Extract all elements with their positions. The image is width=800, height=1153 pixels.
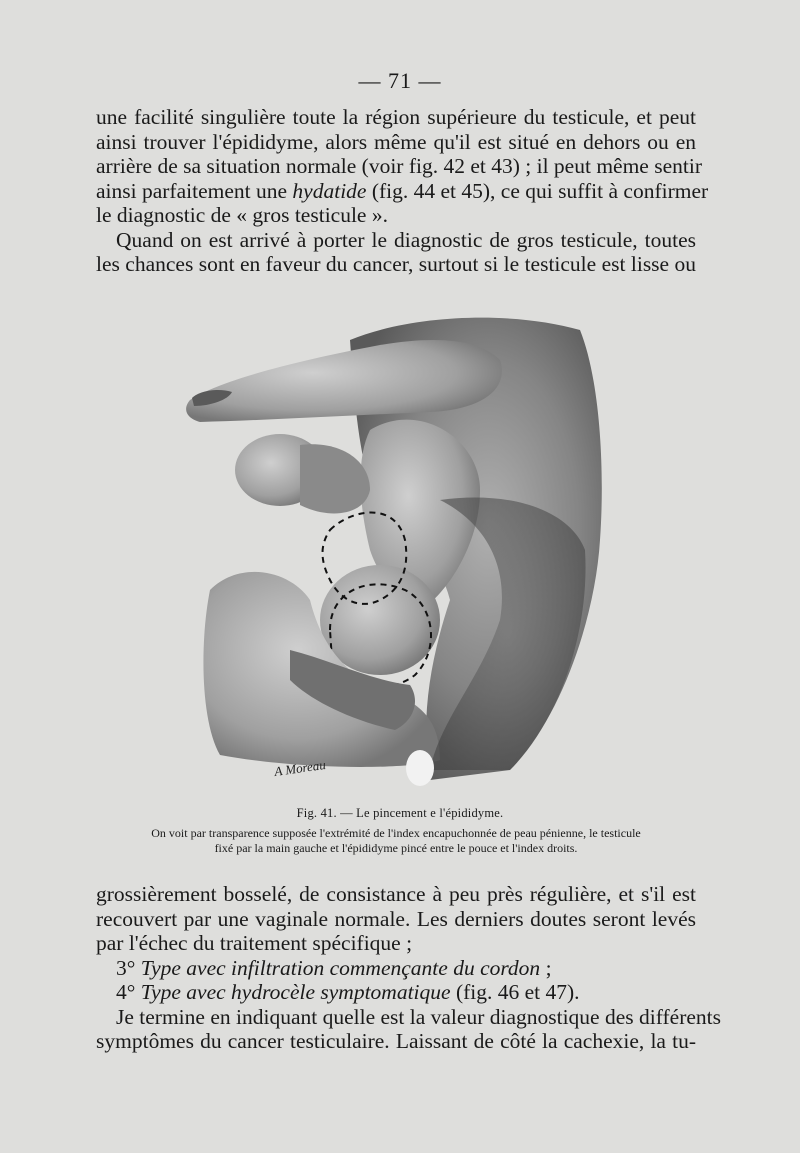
figure-caption-body xyxy=(96,826,696,856)
hand-illustration xyxy=(180,300,610,790)
text-line: ainsi trouver l'épididyme, alors même qu'il est situé en dehors ou en xyxy=(96,129,696,154)
list-suffix: ; xyxy=(540,955,552,980)
text-line: recouvert par une vaginale normale. Les derniers doutes seront levés xyxy=(96,906,696,931)
text-line: grossièrement bosselé, de consistance à peu près régulière, et s'il est xyxy=(96,882,696,906)
page-number: — 71 — xyxy=(358,68,442,93)
figure-caption-title: Fig. 41. — Le pincement e l'épididyme. xyxy=(296,806,504,820)
list-item xyxy=(96,956,696,981)
text-line-with-italic xyxy=(96,178,709,204)
artist-signature: A Moreau xyxy=(273,756,327,779)
top-text xyxy=(96,105,709,277)
text-line: Quand on est arrivé à porter le diagnostic de gros testicule, toutes xyxy=(116,227,696,252)
text-line: le diagnostic de « gros testicule ». xyxy=(96,203,388,227)
list-number: 4° xyxy=(116,980,136,1004)
bottom-text xyxy=(96,882,722,1054)
list-item xyxy=(96,980,696,1005)
text-line: une facilité singulière toute la région supérieure du testicule, et peut xyxy=(96,105,696,129)
italic-term: hydatide xyxy=(292,178,367,203)
caption-line: On voit par transparence supposée l'extrémité de l'index encapuchonnée de peau pénienne, le testicule xyxy=(151,826,641,840)
caption-line: fixé par la main gauche et l'épididyme pincé entre le pouce et l'index droits. xyxy=(214,841,578,855)
list-text: Type avec infiltration commençante du cordon xyxy=(140,955,541,980)
list-text: Type avec hydrocèle symptomatique xyxy=(140,980,451,1004)
text-fragment: ainsi parfaitement une xyxy=(96,178,288,203)
text-fragment: (fig. 44 et 45), ce qui suffit à confirmer xyxy=(371,178,709,203)
list-suffix: (fig. 46 et 47). xyxy=(450,980,580,1004)
text-line: symptômes du cancer testiculaire. Laissant de côté la cachexie, la tu- xyxy=(96,1029,696,1053)
text-line: arrière de sa situation normale (voir fig. 42 et 43) ; il peut même sentir xyxy=(96,154,702,178)
list-number: 3° xyxy=(116,955,136,980)
figure-illustration xyxy=(180,300,610,790)
text-line: les chances sont en faveur du cancer, surtout si le testicule est lisse ou xyxy=(96,252,696,276)
text-line: par l'échec du traitement spécifique ; xyxy=(96,931,413,955)
text-line: Je termine en indiquant quelle est la valeur diagnostique des différents xyxy=(116,1004,722,1029)
